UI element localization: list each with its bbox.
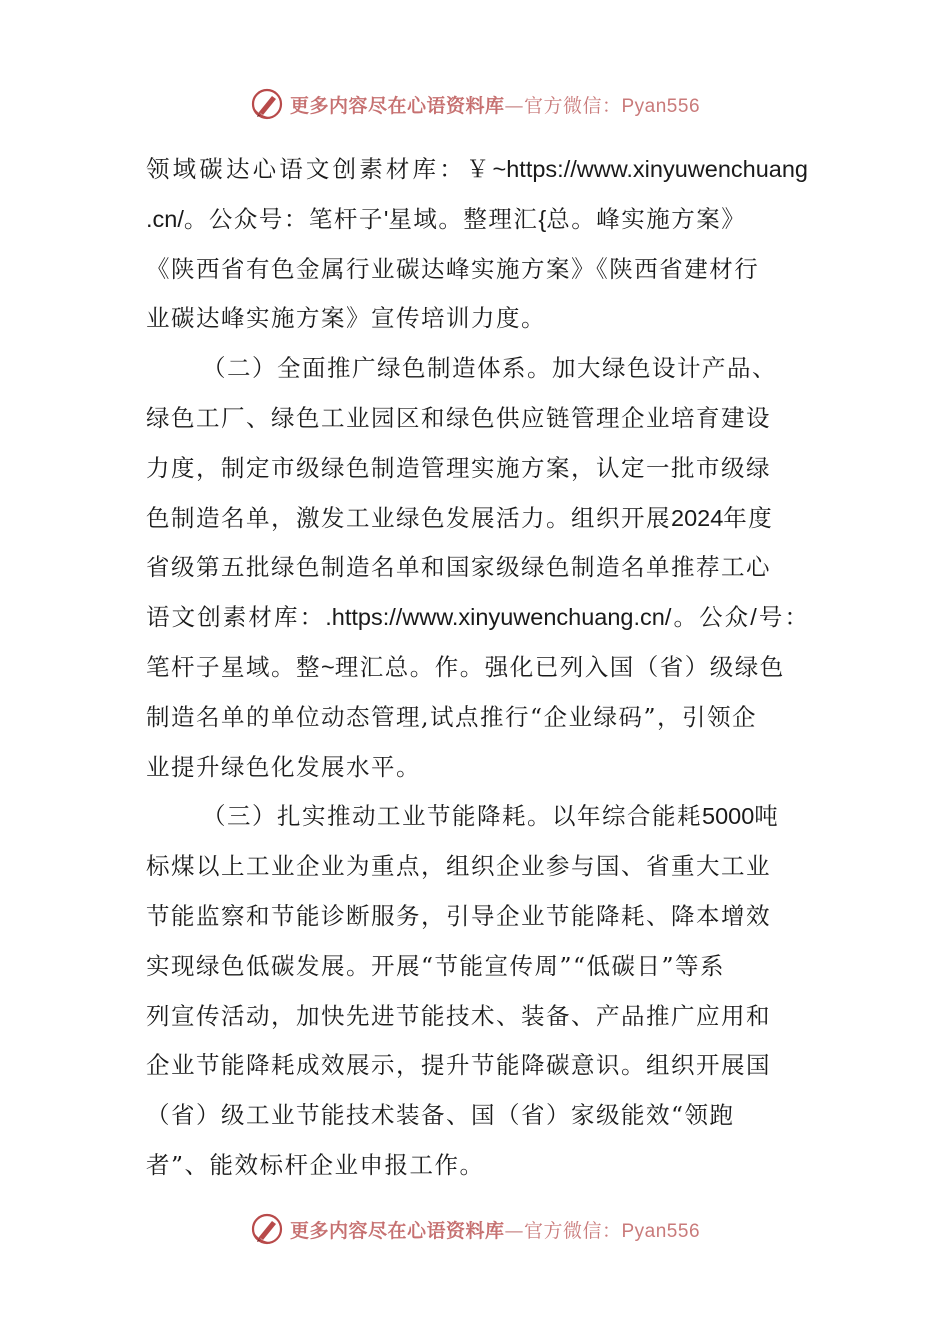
- text-line: 《陕西省有色金属行业碳达峰实施方案》《陕西省建材行: [146, 254, 760, 283]
- text-line: 标煤以上工业企业为重点，组织企业参与国、省重大工业: [146, 852, 771, 881]
- text-line: 业提升绿色化发展水平。: [146, 752, 421, 781]
- watermark-main: 更多内容尽在心语资料库: [289, 94, 505, 117]
- text-line: 语文创素材库：.https://www.xinyuwenchuang.cn/。公众/号：: [146, 603, 809, 632]
- header-watermark: [0, 82, 950, 126]
- text-line: .cn/。公众号：笔杆子'星域。整理汇{总。峰实施方案》: [146, 204, 747, 233]
- watermark-text: [290, 1216, 700, 1243]
- text-line: 力度，制定市级绿色制造管理实施方案，认定一批市级绿: [146, 453, 771, 482]
- watermark-label: 官方微信：: [523, 94, 622, 117]
- watermark-wechat-id: Pyan556: [621, 1220, 701, 1242]
- text-line: 制造名单的单位动态管理,试点推行“企业绿码”，引领企: [146, 702, 757, 731]
- footer-watermark: [0, 1207, 950, 1251]
- text-line: 笔杆子星域。整~理汇总。作。强化已列入国（省）级绿色: [146, 652, 785, 681]
- text-line: 省级第五批绿色制造名单和国家级绿色制造名单推荐工心: [146, 553, 771, 582]
- text-line: （省）级工业节能技术装备、国（省）家级能效“领跑: [146, 1101, 735, 1130]
- text-line: 列宣传活动，加快先进节能技术、装备、产品推广应用和: [146, 1001, 771, 1030]
- text-line: 企业节能降耗成效展示，提升节能降碳意识。组织开展国: [146, 1051, 771, 1080]
- text-line: 色制造名单，激发工业绿色发展活力。组织开展2024年度: [146, 503, 774, 532]
- text-line: 实现绿色低碳发展。开展“节能宣传周”“低碳日”等系: [146, 951, 726, 980]
- pen-logo-icon: [250, 87, 284, 121]
- watermark-label: 官方微信：: [523, 1219, 622, 1242]
- document-body: [146, 145, 808, 1191]
- text-line: 者”、能效标杆企业申报工作。: [146, 1150, 485, 1179]
- text-line: 领域碳达心语文创素材库：￥~https://www.xinyuwenchuang: [146, 155, 808, 183]
- text-line: 业碳达峰实施方案》宣传培训力度。: [146, 304, 546, 333]
- watermark-text: [290, 91, 700, 118]
- text-line: 节能监察和节能诊断服务，引导企业节能降耗、降本增效: [146, 901, 771, 930]
- watermark-wechat-id: Pyan556: [621, 95, 701, 117]
- text-line: （三）扎实推动工业节能降耗。以年综合能耗5000吨: [202, 802, 780, 831]
- pen-logo-icon: [250, 1212, 284, 1246]
- watermark-main: 更多内容尽在心语资料库: [289, 1219, 505, 1242]
- text-line: （二）全面推广绿色制造体系。加大绿色设计产品、: [202, 354, 777, 383]
- text-line: 绿色工厂、绿色工业园区和绿色供应链管理企业培育建设: [146, 403, 771, 432]
- watermark-separator: —: [504, 94, 524, 117]
- watermark-separator: —: [504, 1219, 524, 1242]
